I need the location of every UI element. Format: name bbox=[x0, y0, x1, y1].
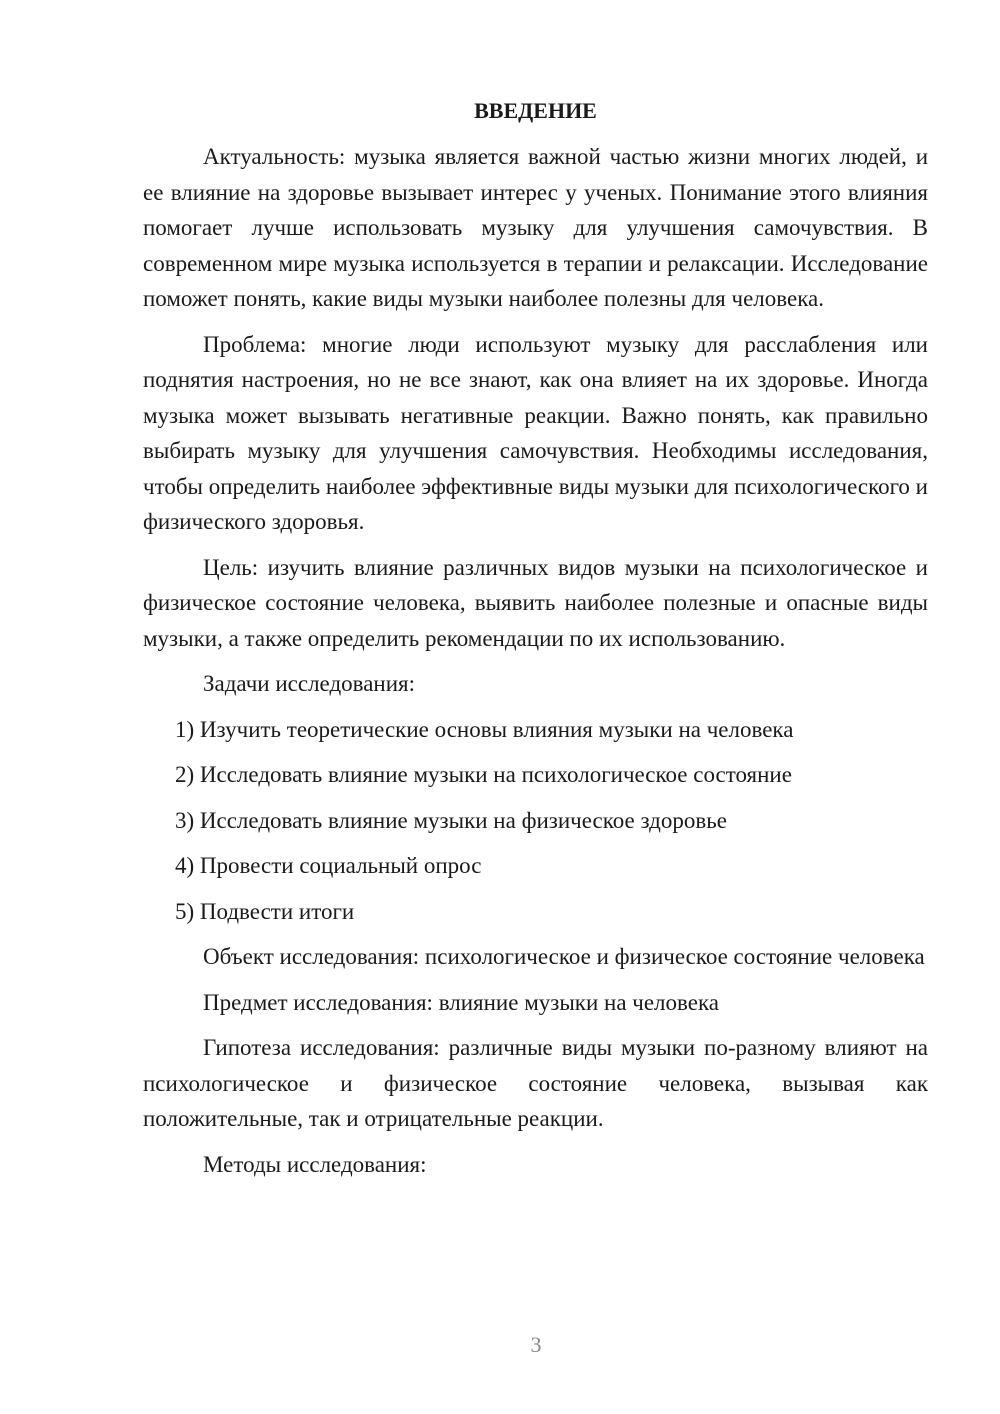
page-content bbox=[143, 93, 928, 1192]
list-item: 1) Изучить теоретические основы влияния музыки на человека bbox=[175, 716, 794, 742]
tasks-title: Задачи исследования: bbox=[203, 671, 416, 696]
list-item: 3) Исследовать влияние музыки на физическое здоровье bbox=[175, 807, 727, 833]
tasks-list bbox=[143, 712, 928, 930]
hypothesis-paragraph: Гипотеза исследования: различные виды музыки по-разному влияют на психологическое и физическое состояние человека, вызывая как положительные, так и отрицательные реакции. bbox=[143, 1035, 928, 1131]
goal-paragraph: Цель: изучить влияние различных видов музыки на психологическое и физическое состояние человека, выявить наиболее полезные и опасные виды музыки, а также определить рекомендации по их использованию. bbox=[143, 554, 928, 651]
object-paragraph: Объект исследования: психологическое и физическое состояние человека bbox=[203, 944, 925, 969]
list-item: 5) Подвести итоги bbox=[175, 898, 355, 924]
subject-paragraph: Предмет исследования: влияние музыки на человека bbox=[203, 989, 720, 1015]
list-item: 2) Исследовать влияние музыки на психологическое состояние bbox=[175, 762, 792, 787]
relevance-paragraph: Актуальность: музыка является важной частью жизни многих людей, и ее влияние на здоровье вызывает интерес у ученых. Понимание этого влияния помогает лучше использовать музыку для улучшения самочувствия. В современном мире музыка используется в терапии и релаксации. Исследование поможет понять, какие виды музыки наиболее полезны для человека. bbox=[143, 144, 928, 311]
page-title: ВВЕДЕНИЕ bbox=[474, 98, 597, 123]
problem-paragraph: Проблема: многие люди используют музыку для расслабления или поднятия настроения, но не все знают, как она влияет на их здоровье. Иногда музыка может вызывать негативные реакции. Важно понять, как правильно выбирать музыку для улучшения самочувствия. Необходимы исследования, чтобы определить наиболее эффективные виды музыки для психологического и физического здоровья. bbox=[143, 331, 928, 534]
methods-paragraph: Методы исследования: bbox=[203, 1151, 427, 1177]
page-number: 3 bbox=[530, 1332, 542, 1357]
list-item: 4) Провести социальный опрос bbox=[175, 853, 482, 878]
